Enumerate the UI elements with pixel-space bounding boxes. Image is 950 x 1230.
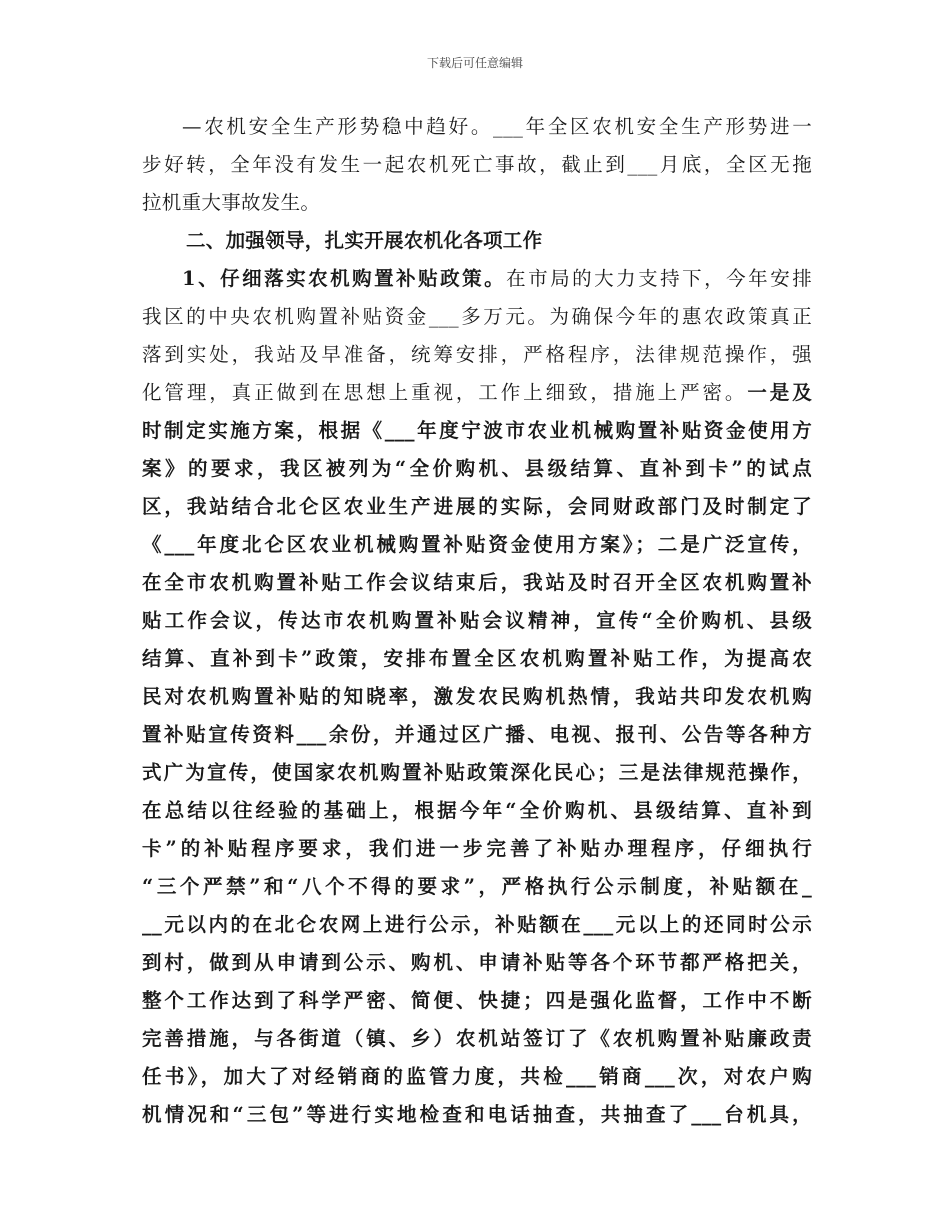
text-line: [142, 1096, 812, 1134]
text-line: [142, 488, 812, 526]
text-line: [142, 1020, 812, 1058]
text-line: [142, 830, 812, 868]
text-line: [142, 1058, 812, 1096]
text-segment: 我区的中央农机购置补贴资金___多万元。为确保今年的惠农政策真正: [142, 305, 812, 328]
text-line: [142, 868, 812, 906]
bold-text-segment: 二、加强领导，扎实开展农机化各项工作: [186, 229, 543, 252]
text-line: [142, 146, 812, 184]
bold-text-segment: 在全市农机购置补贴工作会议结束后，我站及时召开全区农机购置补: [142, 571, 812, 594]
bold-text-segment: 民对农机购置补贴的知晓率，激发农民购机热情，我站共印发农机购: [142, 685, 812, 708]
text-line: [142, 450, 812, 488]
subsection-heading-line: [142, 260, 812, 298]
bold-text-segment: __元以内的在北仑农网上进行公示，补贴额在___元以上的还同时公示: [142, 913, 812, 936]
text-line: [142, 944, 812, 982]
bold-text-segment: 时制定实施方案，根据《___年度宁波市农业机械购置补贴资金使用方: [142, 419, 812, 442]
text-segment: 拉机重大事故发生。: [142, 191, 321, 214]
text-segment: 步好转，全年没有发生一起农机死亡事故，截止到___月底，全区无拖: [142, 153, 812, 176]
text-line: [142, 526, 812, 564]
bold-text-segment: 《___年度北仑区农业机械购置补贴资金使用方案》；二是广泛宣传，: [142, 533, 812, 556]
text-line: [142, 754, 812, 792]
text-line: [142, 716, 812, 754]
bold-text-segment: 一是及: [747, 381, 812, 404]
bold-text-segment: 结算、直补到卡”政策，安排布置全区农机购置补贴工作，为提高农: [142, 647, 812, 670]
bold-text-segment: 完善措施，与各街道（镇、乡）农机站签订了《农机购置补贴廉政责: [142, 1027, 812, 1050]
bold-text-segment: 任书》，加大了对经销商的监管力度，共检___销商___次，对农户购: [142, 1065, 812, 1088]
bold-text-segment: 1、仔细落实农机购置补贴政策。: [182, 267, 507, 290]
bold-text-segment: 卡”的补贴程序要求，我们进一步完善了补贴办理程序，仔细执行: [142, 837, 812, 860]
text-line: [142, 678, 812, 716]
bold-text-segment: “三个严禁”和“八个不得的要求”，严格执行公示制度，补贴额在_: [142, 875, 812, 898]
text-segment: —农机安全生产形势稳中趋好。___年全区农机安全生产形势进一: [182, 115, 812, 138]
bold-text-segment: 式广为宣传，使国家农机购置补贴政策深化民心；三是法律规范操作，: [142, 761, 812, 784]
text-line: [142, 336, 812, 374]
bold-text-segment: 区，我站结合北仑区农业生产进展的实际，会同财政部门及时制定了: [142, 495, 812, 518]
text-segment: 在市局的大力支持下，今年安排: [506, 267, 812, 290]
text-line: [142, 184, 812, 222]
text-line: [142, 374, 812, 412]
document-body: [142, 108, 812, 1134]
text-segment: 化管理，真正做到在思想上重视，工作上细致，措施上严密。: [142, 381, 748, 404]
text-line: [142, 108, 812, 146]
bold-text-segment: 贴工作会议，传达市农机购置补贴会议精神，宣传“全价购机、县级: [142, 609, 812, 632]
text-line: [142, 602, 812, 640]
section-heading: [142, 222, 812, 260]
page-header-note: 下载后可任意编辑: [426, 56, 523, 70]
bold-text-segment: 在总结以往经验的基础上，根据今年“全价购机、县级结算、直补到: [142, 799, 812, 822]
bold-text-segment: 置补贴宣传资料___余份，并通过区广播、电视、报刊、公告等各种方: [142, 723, 812, 746]
text-line: [142, 412, 812, 450]
text-segment: 落到实处，我站及早准备，统筹安排，严格程序，法律规范操作，强: [142, 343, 812, 366]
text-line: [142, 640, 812, 678]
bold-text-segment: 机情况和“三包”等进行实地检查和电话抽查，共抽查了___台机具，: [142, 1103, 812, 1126]
text-line: [142, 564, 812, 602]
text-line: [142, 792, 812, 830]
text-line: [142, 906, 812, 944]
text-line: [142, 298, 812, 336]
text-line: [142, 982, 812, 1020]
bold-text-segment: 整个工作达到了科学严密、简便、快捷；四是强化监督，工作中不断: [142, 989, 812, 1012]
bold-text-segment: 到村，做到从申请到公示、购机、申请补贴等各个环节都严格把关，: [142, 951, 812, 974]
bold-text-segment: 案》的要求，我区被列为“全价购机、县级结算、直补到卡”的试点: [142, 457, 812, 480]
